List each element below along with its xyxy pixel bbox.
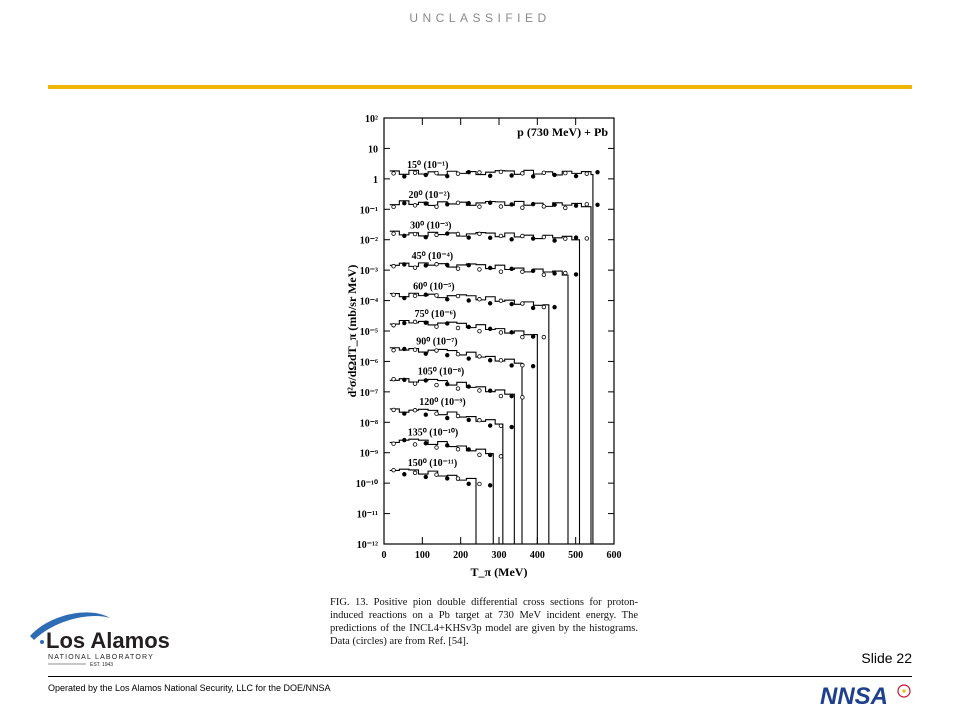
data-point	[510, 174, 514, 178]
y-tick-label: 1	[373, 174, 378, 186]
data-point	[456, 172, 460, 176]
data-point	[413, 408, 417, 412]
series-label: 105⁰ (10⁻⁸)	[417, 366, 465, 378]
data-point	[424, 321, 428, 325]
data-point	[585, 237, 589, 241]
data-point	[510, 394, 514, 398]
x-tick-label: 500	[568, 550, 584, 561]
data-point	[456, 477, 460, 481]
data-point	[553, 203, 557, 207]
data-point	[510, 330, 514, 334]
data-point	[456, 232, 460, 236]
data-point	[521, 363, 525, 367]
y-tick-label: 10⁻¹¹	[356, 509, 378, 521]
reaction-label: p (730 MeV) + Pb	[517, 125, 608, 139]
y-tick-label: 10	[368, 144, 378, 156]
data-point	[435, 171, 439, 175]
data-point	[521, 206, 525, 210]
y-tick-label: 10⁻⁵	[359, 327, 378, 338]
data-point	[403, 263, 407, 267]
data-point	[531, 335, 535, 339]
data-point	[564, 271, 568, 275]
data-point	[424, 441, 428, 445]
x-tick-label: 600	[606, 550, 622, 561]
figure-caption: FIG. 13. Positive pion double differential cross sections for proton-induced reactions on a Pb target at 730 MeV incident energy. The predictions of the INCL4+KHSv3p model are given by the histograms. Data (circles) are from Ref. [54].	[330, 597, 638, 647]
data-point	[456, 201, 460, 205]
data-point	[392, 232, 396, 236]
data-point	[467, 357, 471, 361]
data-point	[488, 266, 492, 270]
data-point	[445, 477, 449, 481]
data-point	[478, 205, 482, 209]
series-label: 45⁰ (10⁻⁴)	[411, 251, 454, 263]
series-label: 15⁰ (10⁻¹)	[407, 159, 449, 171]
data-point	[467, 448, 471, 452]
data-point	[445, 353, 449, 357]
data-point	[499, 359, 503, 363]
data-point	[478, 482, 482, 486]
data-point	[392, 442, 396, 446]
slide-number: Slide 22	[861, 650, 912, 666]
series-label: 75⁰ (10⁻⁶)	[414, 308, 457, 320]
y-tick-label: 10⁻³	[359, 266, 378, 278]
y-tick-label: 10⁻⁷	[359, 387, 378, 399]
data-point	[467, 482, 471, 486]
data-point	[542, 305, 546, 309]
y-tick-label: 10⁻⁴	[359, 296, 378, 308]
data-point	[499, 331, 503, 335]
lanl-subtitle: NATIONAL LABORATORY	[48, 654, 155, 661]
data-point	[435, 412, 439, 416]
lanl-logo	[20, 606, 180, 668]
data-point	[478, 171, 482, 175]
x-tick-label: 200	[453, 550, 469, 561]
data-point	[392, 348, 396, 352]
data-point	[553, 173, 557, 177]
data-point	[510, 267, 514, 271]
data-point	[564, 237, 568, 241]
data-point	[564, 206, 568, 210]
data-point	[499, 299, 503, 303]
data-point	[585, 172, 589, 176]
data-point	[445, 298, 449, 302]
data-point	[467, 299, 471, 303]
series-label: 120⁰ (10⁻⁹)	[419, 397, 466, 409]
data-point	[542, 171, 546, 175]
lanl-established: EST. 1943	[90, 662, 114, 668]
data-point	[521, 234, 525, 238]
data-point	[467, 236, 471, 240]
data-point	[596, 203, 600, 207]
data-point	[456, 414, 460, 418]
data-point	[499, 170, 503, 174]
model-histogram	[390, 469, 476, 544]
data-point	[403, 296, 407, 300]
data-point	[392, 205, 396, 209]
x-tick-label: 0	[381, 550, 387, 561]
data-point	[542, 273, 546, 277]
data-point	[435, 233, 439, 237]
data-point	[510, 203, 514, 207]
data-point	[521, 270, 525, 274]
data-point	[499, 455, 503, 459]
data-point	[424, 173, 428, 177]
data-point	[478, 453, 482, 457]
data-point	[435, 262, 439, 266]
y-tick-label: 10⁻²	[359, 235, 378, 247]
data-point	[456, 326, 460, 330]
x-tick-label: 400	[529, 550, 545, 561]
data-point	[435, 205, 439, 209]
data-point	[403, 321, 407, 325]
data-point	[531, 202, 535, 206]
classification-banner: UNCLASSIFIED	[409, 11, 551, 25]
data-point	[574, 273, 578, 277]
data-point	[445, 322, 449, 326]
data-point	[488, 327, 492, 331]
data-point	[424, 352, 428, 356]
data-point	[403, 234, 407, 238]
data-point	[510, 302, 514, 306]
data-point	[456, 294, 460, 298]
data-point	[488, 236, 492, 240]
data-point	[467, 418, 471, 422]
data-point	[467, 325, 471, 329]
model-histogram	[390, 231, 580, 544]
data-point	[413, 204, 417, 208]
data-point	[424, 264, 428, 268]
data-point	[413, 471, 417, 475]
data-point	[531, 306, 535, 310]
data-point	[574, 236, 578, 240]
data-point	[521, 302, 525, 306]
data-point	[542, 335, 546, 339]
data-point	[392, 377, 396, 381]
data-point	[499, 424, 503, 428]
data-point	[435, 473, 439, 477]
data-point	[445, 263, 449, 267]
data-point	[435, 383, 439, 387]
atom-dot-icon	[40, 640, 44, 644]
footer-divider	[48, 676, 912, 677]
data-point	[499, 270, 503, 274]
nnsa-logo	[818, 682, 914, 708]
data-point	[392, 323, 396, 327]
data-point	[574, 204, 578, 208]
data-point	[456, 267, 460, 271]
data-point	[574, 174, 578, 178]
data-point	[499, 205, 503, 209]
header-divider	[48, 85, 912, 89]
data-point	[488, 301, 492, 305]
data-point	[478, 268, 482, 272]
data-point	[392, 172, 396, 176]
data-point	[510, 238, 514, 242]
data-point	[413, 294, 417, 298]
data-point	[488, 484, 492, 488]
data-point	[424, 475, 428, 479]
y-tick-label: 10⁻⁶	[359, 357, 378, 369]
data-point	[392, 468, 396, 472]
data-point	[478, 389, 482, 393]
data-point	[403, 472, 407, 476]
data-point	[392, 293, 396, 297]
data-point	[413, 443, 417, 447]
data-point	[413, 382, 417, 386]
data-point	[413, 171, 417, 175]
data-point	[445, 444, 449, 448]
y-axis-label: d²σ/dΩdT_π (mb/sr MeV)	[345, 264, 359, 398]
data-point	[413, 266, 417, 270]
data-point	[478, 232, 482, 236]
x-axis-label: T_π (MeV)	[470, 565, 528, 579]
data-point	[435, 446, 439, 450]
series-label: 135⁰ (10⁻¹⁰)	[407, 427, 459, 439]
data-point	[424, 379, 428, 383]
pion-cross-section-chart	[318, 112, 652, 587]
data-point	[403, 347, 407, 351]
data-point	[456, 387, 460, 391]
data-point	[435, 294, 439, 298]
data-point	[521, 396, 525, 400]
data-point	[424, 235, 428, 239]
data-point	[467, 170, 471, 174]
data-point	[478, 418, 482, 422]
data-point	[403, 201, 407, 205]
x-tick-label: 300	[491, 550, 507, 561]
data-point	[585, 202, 589, 206]
figure-panel	[318, 112, 652, 587]
y-tick-label: 10⁻⁹	[359, 448, 378, 460]
data-point	[531, 175, 535, 179]
y-tick-label: 10⁻¹²	[356, 540, 378, 551]
y-tick-label: 10⁻¹⁰	[355, 479, 378, 491]
data-point	[424, 413, 428, 417]
data-point	[435, 349, 439, 353]
data-point	[531, 237, 535, 241]
data-point	[553, 272, 557, 276]
data-point	[392, 264, 396, 268]
data-point	[445, 202, 449, 206]
data-point	[445, 416, 449, 420]
data-point	[456, 447, 460, 451]
data-point	[542, 205, 546, 209]
data-point	[553, 239, 557, 243]
operated-by-text: Operated by the Los Alamos National Security, LLC for the DOE/NNSA	[48, 683, 331, 693]
data-point	[413, 232, 417, 236]
data-point	[403, 412, 407, 416]
data-point	[488, 389, 492, 393]
data-point	[456, 352, 460, 356]
data-point	[510, 425, 514, 429]
data-point	[542, 235, 546, 239]
data-point	[413, 320, 417, 324]
data-point	[424, 202, 428, 206]
data-point	[467, 385, 471, 389]
data-point	[510, 364, 514, 368]
data-point	[521, 335, 525, 339]
lanl-wordmark: Los Alamos	[46, 628, 170, 653]
data-point	[435, 325, 439, 329]
data-point	[403, 378, 407, 382]
data-point	[467, 263, 471, 267]
data-point	[499, 394, 503, 398]
data-point	[488, 201, 492, 205]
data-point	[499, 234, 503, 238]
data-point	[478, 297, 482, 301]
data-point	[564, 171, 568, 175]
data-point	[531, 364, 535, 368]
data-point	[424, 293, 428, 297]
data-point	[403, 175, 407, 179]
series-label: 20⁰ (10⁻²)	[408, 190, 450, 202]
data-point	[478, 329, 482, 333]
series-label: 60⁰ (10⁻⁵)	[413, 281, 455, 293]
nnsa-wordmark: NNSA	[820, 683, 889, 708]
series-label: 30⁰ (10⁻³)	[410, 220, 452, 232]
y-tick-label: 10⁻¹	[359, 205, 378, 217]
data-point	[445, 174, 449, 178]
data-point	[488, 174, 492, 178]
data-point	[521, 172, 525, 176]
data-point	[596, 170, 600, 174]
data-point	[467, 201, 471, 205]
x-tick-label: 100	[414, 550, 430, 561]
data-point	[488, 453, 492, 457]
data-point	[445, 232, 449, 236]
data-point	[392, 408, 396, 412]
data-point	[488, 424, 492, 428]
y-tick-label: 10²	[365, 114, 378, 125]
data-point	[531, 269, 535, 273]
data-point	[403, 438, 407, 442]
data-point	[413, 348, 417, 352]
series-label: 90⁰ (10⁻⁷)	[416, 336, 458, 348]
series-label: 150⁰ (10⁻¹¹)	[407, 457, 458, 469]
data-point	[445, 382, 449, 386]
data-point	[553, 305, 557, 309]
data-point	[488, 358, 492, 362]
y-tick-label: 10⁻⁸	[359, 418, 378, 430]
data-point	[478, 355, 482, 359]
